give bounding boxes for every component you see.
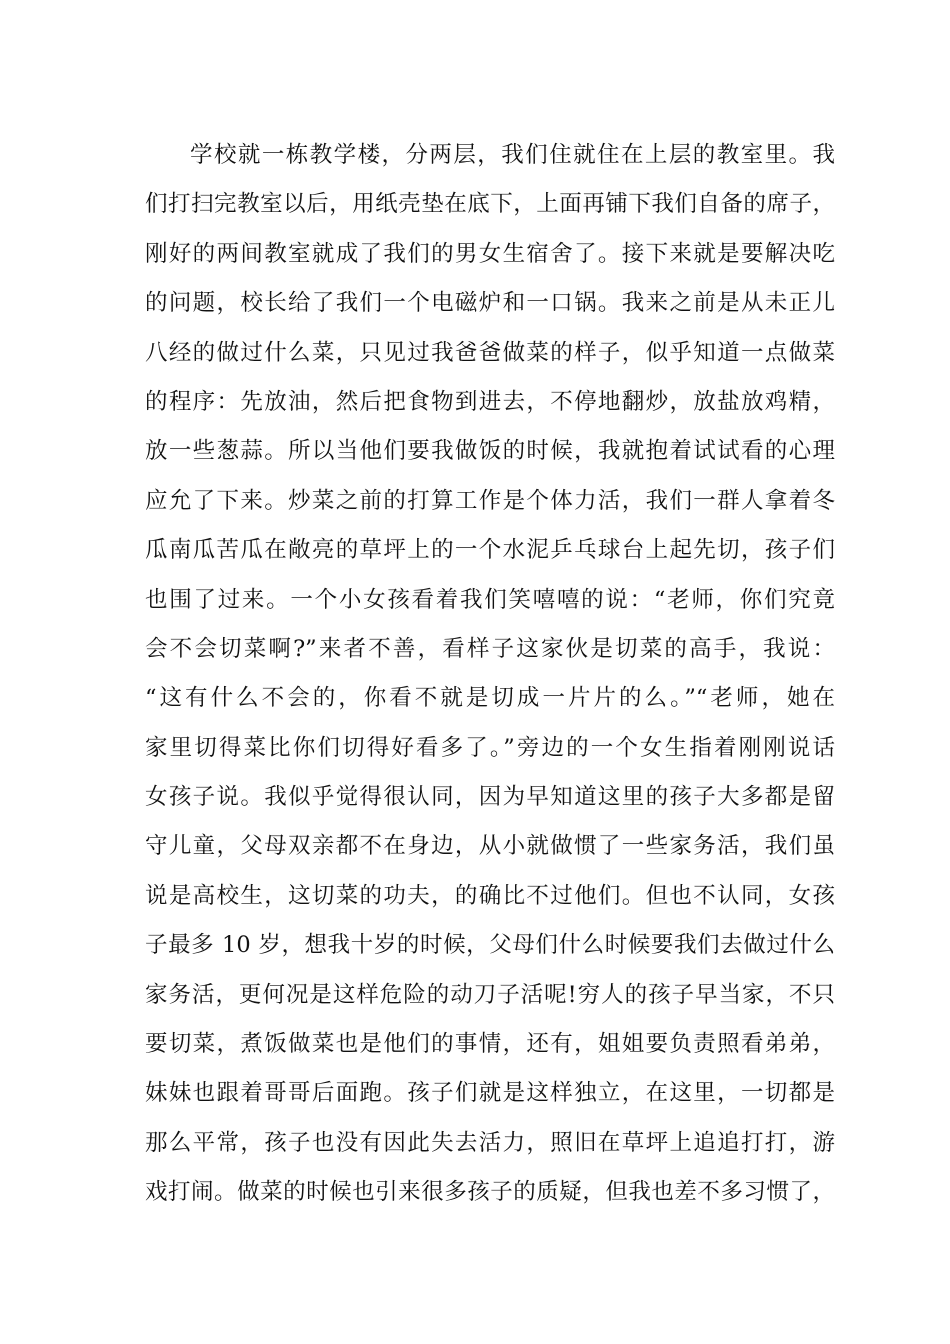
- text-line: 的程序：先放油，然后把食物到进去，不停地翻炒，放盐放鸡精，: [145, 388, 835, 415]
- text-line: 们打扫完教室以后，用纸壳垫在底下，上面再铺下我们自备的席子，: [145, 191, 835, 218]
- text-line: 守儿童，父母双亲都不在身边，从小就做惯了一些家务活，我们虽: [145, 833, 835, 860]
- text-line: 妹妹也跟着哥哥后面跑。孩子们就是这样独立，在这里，一切都是: [145, 1080, 835, 1107]
- text-line: 瓜南瓜苦瓜在敞亮的草坪上的一个水泥乒乓球台上起先切，孩子们: [145, 537, 835, 564]
- text-line: 八经的做过什么菜，只见过我爸爸做菜的样子，似乎知道一点做菜: [145, 339, 835, 366]
- body-paragraph: [145, 131, 835, 1218]
- text-line: “这有什么不会的，你看不就是切成一片片的么。”“老师，她在: [145, 685, 835, 712]
- text-line: 说是高校生，这切菜的功夫，的确比不过他们。但也不认同，女孩: [145, 882, 835, 909]
- text-line: 女孩子说。我似乎觉得很认同，因为早知道这里的孩子大多都是留: [145, 784, 835, 811]
- text-line: 也围了过来。一个小女孩看着我们笑嘻嘻的说：“老师，你们究竟: [145, 586, 835, 613]
- text-line: 家务活，更何况是这样危险的动刀子活呢!穷人的孩子早当家，不只: [145, 981, 835, 1008]
- text-line: 那么平常，孩子也没有因此失去活力，照旧在草坪上追追打打，游: [145, 1129, 835, 1156]
- text-line: 的问题，校长给了我们一个电磁炉和一口锅。我来之前是从未正儿: [145, 290, 835, 317]
- text-line: 子最多 10 岁，想我十岁的时候，父母们什么时候要我们去做过什么: [145, 932, 835, 959]
- text-line: 放一些葱蒜。所以当他们要我做饭的时候，我就抱着试试看的心理: [145, 438, 835, 465]
- text-line: 刚好的两间教室就成了我们的男女生宿舍了。接下来就是要解决吃: [145, 240, 835, 267]
- text-line: 戏打闹。做菜的时候也引来很多孩子的质疑，但我也差不多习惯了，: [145, 1179, 835, 1206]
- text-line: 家里切得菜比你们切得好看多了。”旁边的一个女生指着刚刚说话: [145, 734, 835, 761]
- text-line: 要切菜，煮饭做菜也是他们的事情，还有，姐姐要负责照看弟弟，: [145, 1031, 835, 1058]
- text-line: 会不会切菜啊?”来者不善，看样子这家伙是切菜的高手，我说：: [145, 635, 835, 662]
- text-line: 应允了下来。炒菜之前的打算工作是个体力活，我们一群人拿着冬: [145, 487, 835, 514]
- text-line: 学校就一栋教学楼，分两层，我们住就住在上层的教室里。我: [190, 142, 835, 168]
